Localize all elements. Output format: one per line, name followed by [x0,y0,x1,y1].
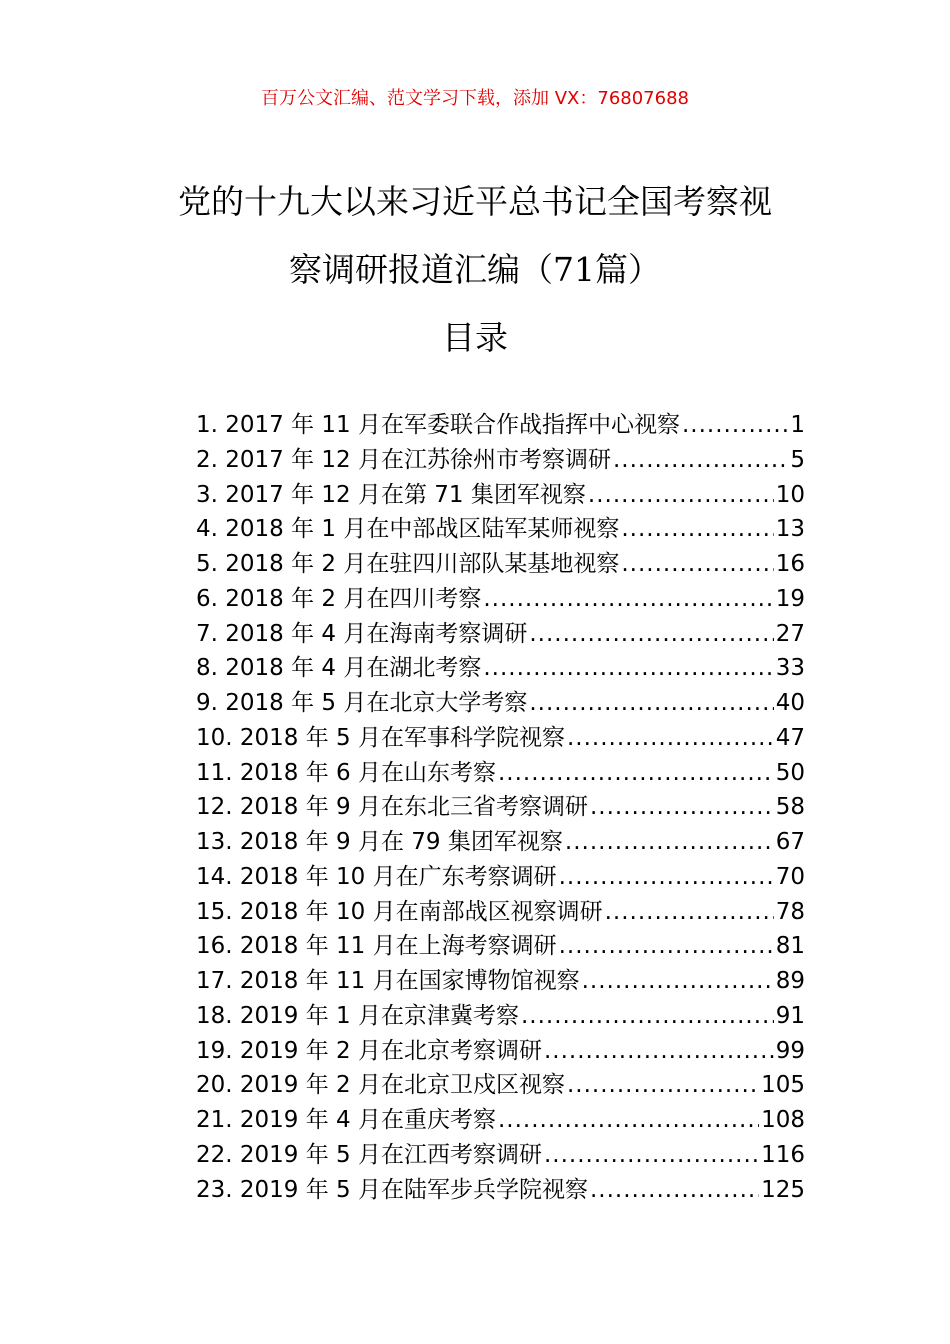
toc-entry-label: 11. 2018 年 6 月在山东考察 [196,759,496,786]
toc-entry-label: 12. 2018 年 9 月在东北三省考察调研 [196,794,588,821]
toc-entry[interactable] [196,1138,805,1173]
toc-dot-leader [529,686,773,721]
toc-entry-page-number: 58 [775,794,805,821]
toc-entry-label: 19. 2019 年 2 月在北京考察调研 [196,1037,542,1064]
toc-dot-leader [621,512,773,547]
toc-dot-leader [621,547,773,582]
toc-entry-label: 23. 2019 年 5 月在陆军步兵学院视察 [196,1176,588,1203]
header-note: 百万公文汇编、范文学习下载，添加 VX：76807688 [261,88,689,109]
toc-dot-leader [529,617,773,652]
toc-entry-label: 4. 2018 年 1 月在中部战区陆军某师视察 [196,516,620,543]
toc-entry-page-number: 108 [761,1107,805,1133]
toc-entry-label: 1. 2017 年 11 月在军委联合作战指挥中心视察 [196,412,680,438]
toc-entry-label: 22. 2019 年 5 月在江西考察调研 [196,1141,542,1168]
toc-dot-leader [565,825,774,860]
toc-dot-leader [483,651,773,686]
toc-entry-page-number: 47 [775,724,805,751]
toc-entry-label: 18. 2019 年 1 月在京津冀考察 [196,1002,519,1029]
toc-dot-leader [590,1173,759,1208]
toc-entry-label: 5. 2018 年 2 月在驻四川部队某基地视察 [196,551,620,577]
toc-entry[interactable] [196,825,805,860]
toc-entry-page-number: 19 [775,585,805,612]
toc-dot-leader [567,1068,759,1103]
toc-entry-label: 10. 2018 年 5 月在军事科学院视察 [196,724,565,751]
toc-dot-leader [588,478,774,513]
toc-entry-page-number: 125 [761,1176,805,1203]
toc-entry-label: 14. 2018 年 10 月在广东考察调研 [196,863,557,890]
toc-entry-label: 15. 2018 年 10 月在南部战区视察调研 [196,898,603,925]
title-article-count: 71 [553,250,595,289]
toc-entry[interactable] [196,929,805,964]
toc-dot-leader [613,443,788,478]
toc-entry-label: 3. 2017 年 12 月在第 71 集团军视察 [196,481,586,508]
toc-dot-leader [590,790,774,825]
toc-entry[interactable] [196,1034,805,1069]
toc-entry[interactable] [196,443,805,478]
toc-entry[interactable] [196,860,805,895]
toc-entry-label: 20. 2019 年 2 月在北京卫戍区视察 [196,1072,565,1099]
toc-entry[interactable] [196,1103,805,1138]
title-line-2-suffix: 篇） [595,250,661,289]
toc-entry-label: 6. 2018 年 2 月在四川考察 [196,585,482,612]
toc-entry[interactable] [196,964,805,999]
toc-entry[interactable] [196,686,805,721]
toc-dot-leader [544,1034,774,1069]
table-of-contents [196,408,805,1207]
toc-entry[interactable] [196,721,805,756]
toc-entry-label: 21. 2019 年 4 月在重庆考察 [196,1107,496,1133]
toc-entry-label: 8. 2018 年 4 月在湖北考察 [196,655,482,682]
toc-dot-leader [559,860,774,895]
toc-entry[interactable] [196,651,805,686]
toc-entry[interactable] [196,478,805,513]
toc-entry-page-number: 27 [775,620,805,647]
toc-entry-label: 16. 2018 年 11 月在上海考察调研 [196,933,557,960]
toc-entry-page-number: 50 [775,759,805,786]
toc-entry-page-number: 89 [775,968,805,994]
toc-entry[interactable] [196,999,805,1034]
toc-entry-label: 7. 2018 年 4 月在海南考察调研 [196,620,528,647]
toc-entry-page-number: 91 [775,1002,805,1029]
toc-entry-page-number: 67 [775,829,805,855]
toc-entry-page-number: 99 [775,1037,805,1064]
toc-dot-leader [544,1138,759,1173]
toc-dot-leader [521,999,774,1034]
toc-entry-label: 17. 2018 年 11 月在国家博物馆视察 [196,968,580,994]
toc-dot-leader [567,721,774,756]
toc-heading: 目录 [442,318,508,357]
toc-entry-page-number: 13 [775,516,805,543]
toc-entry[interactable] [196,790,805,825]
toc-entry-label: 13. 2018 年 9 月在 79 集团军视察 [196,829,563,855]
toc-entry-label: 2. 2017 年 12 月在江苏徐州市考察调研 [196,446,611,473]
toc-dot-leader [582,964,774,999]
toc-entry[interactable] [196,547,805,582]
toc-entry-page-number: 116 [761,1141,805,1168]
toc-entry[interactable] [196,1068,805,1103]
toc-dot-leader [682,408,788,443]
toc-dot-leader [483,582,773,617]
toc-entry-page-number: 78 [775,898,805,925]
document-title-line-1: 党的十九大以来习近平总书记全国考察视 [178,182,772,221]
toc-dot-leader [605,895,774,930]
toc-entry[interactable] [196,408,805,443]
toc-entry[interactable] [196,582,805,617]
toc-entry[interactable] [196,895,805,930]
toc-dot-leader [498,756,774,791]
toc-entry-page-number: 5 [790,446,805,473]
toc-entry-page-number: 40 [775,690,805,716]
toc-entry-page-number: 10 [775,481,805,508]
toc-entry[interactable] [196,512,805,547]
toc-entry-page-number: 105 [761,1072,805,1099]
toc-entry-page-number: 70 [775,863,805,890]
toc-dot-leader [498,1103,759,1138]
toc-entry-page-number: 81 [775,933,805,960]
title-line-2-prefix: 察调研报道汇编（ [289,250,553,289]
toc-entry[interactable] [196,1173,805,1208]
toc-entry[interactable] [196,617,805,652]
document-title-line-2 [0,250,950,290]
toc-entry-page-number: 1 [790,412,805,438]
toc-entry-label: 9. 2018 年 5 月在北京大学考察 [196,690,528,716]
toc-entry-page-number: 33 [775,655,805,682]
toc-entry[interactable] [196,756,805,791]
toc-dot-leader [559,929,774,964]
toc-entry-page-number: 16 [775,551,805,577]
